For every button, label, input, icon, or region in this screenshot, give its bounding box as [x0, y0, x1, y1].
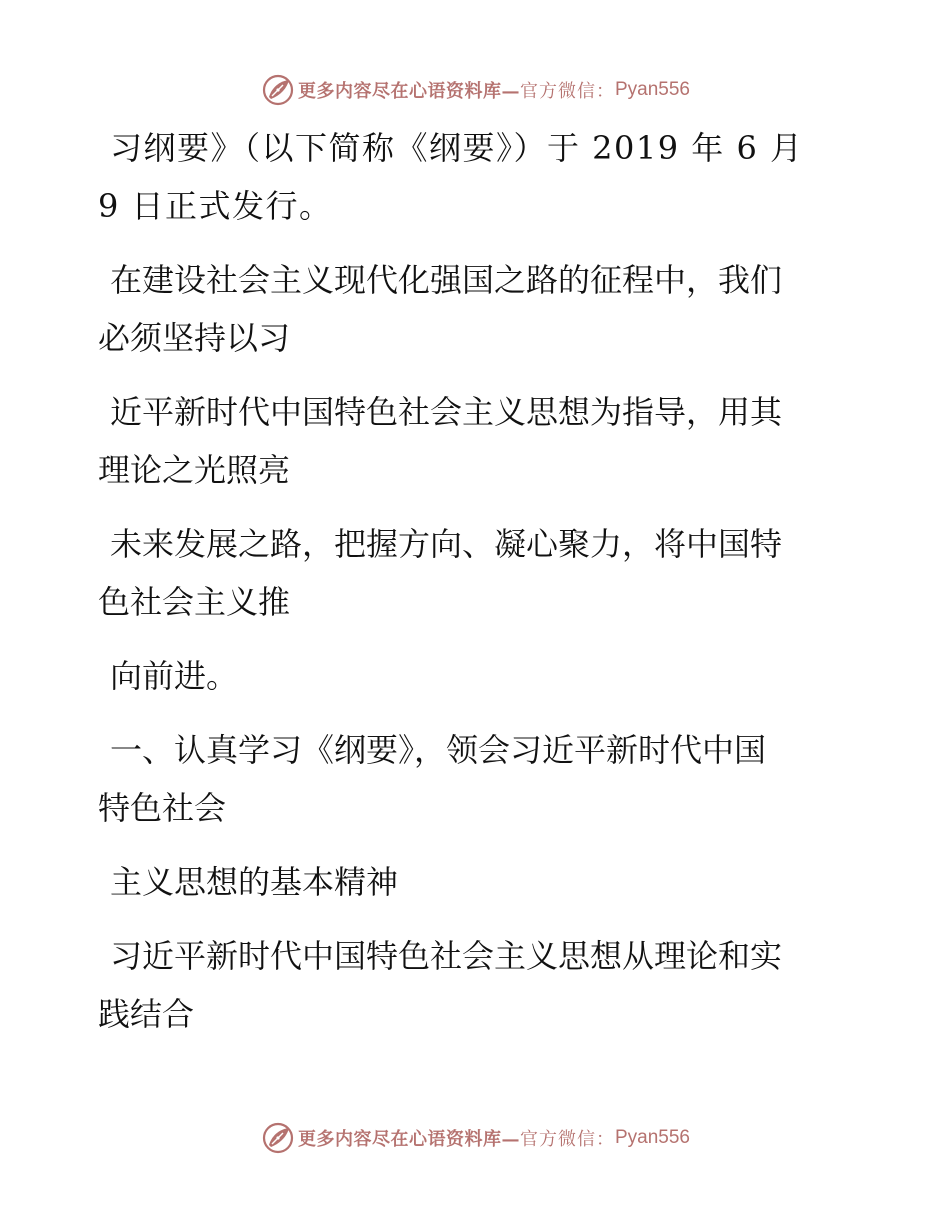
text-line: 习纲要》（以下简称《纲要》）于 2019 年 6 月: [110, 129, 804, 167]
banner-wechat-id: Pyan556: [614, 79, 690, 100]
text-line: 习近平新时代中国特色社会主义思想从理论和实: [110, 937, 783, 975]
banner-wechat-id: Pyan556: [614, 1127, 690, 1148]
pen-nib-logo-icon: [260, 72, 296, 108]
text-line: 近平新时代中国特色社会主义思想为指导，用其: [110, 393, 783, 431]
banner-wechat-label: 官方微信：: [519, 1129, 615, 1150]
banner-wechat-label: 官方微信：: [519, 81, 615, 102]
banner-main-text: 更多内容尽在心语资料库—: [297, 1129, 520, 1150]
text-line: 未来发展之路，把握方向、凝心聚力，将中国特: [110, 525, 783, 563]
text-line: 主义思想的基本精神: [110, 863, 399, 901]
text-line: 理论之光照亮: [98, 451, 291, 489]
text-line: 向前进。: [110, 657, 239, 695]
header-watermark: [0, 72, 950, 108]
text-line: 特色社会: [98, 789, 227, 827]
text-line: 一、认真学习《纲要》，领会习近平新时代中国: [110, 731, 767, 769]
text-line: 践结合: [98, 995, 195, 1033]
text-line: 在建设社会主义现代化强国之路的征程中，我们: [110, 261, 783, 299]
pen-nib-logo-icon: [260, 1120, 296, 1156]
text-line: 9 日正式发行。: [98, 187, 333, 225]
banner-main-text: 更多内容尽在心语资料库—: [297, 81, 520, 102]
text-line: 必须坚持以习: [98, 319, 291, 357]
text-line: 色社会主义推: [98, 583, 291, 621]
footer-watermark: [0, 1120, 950, 1156]
